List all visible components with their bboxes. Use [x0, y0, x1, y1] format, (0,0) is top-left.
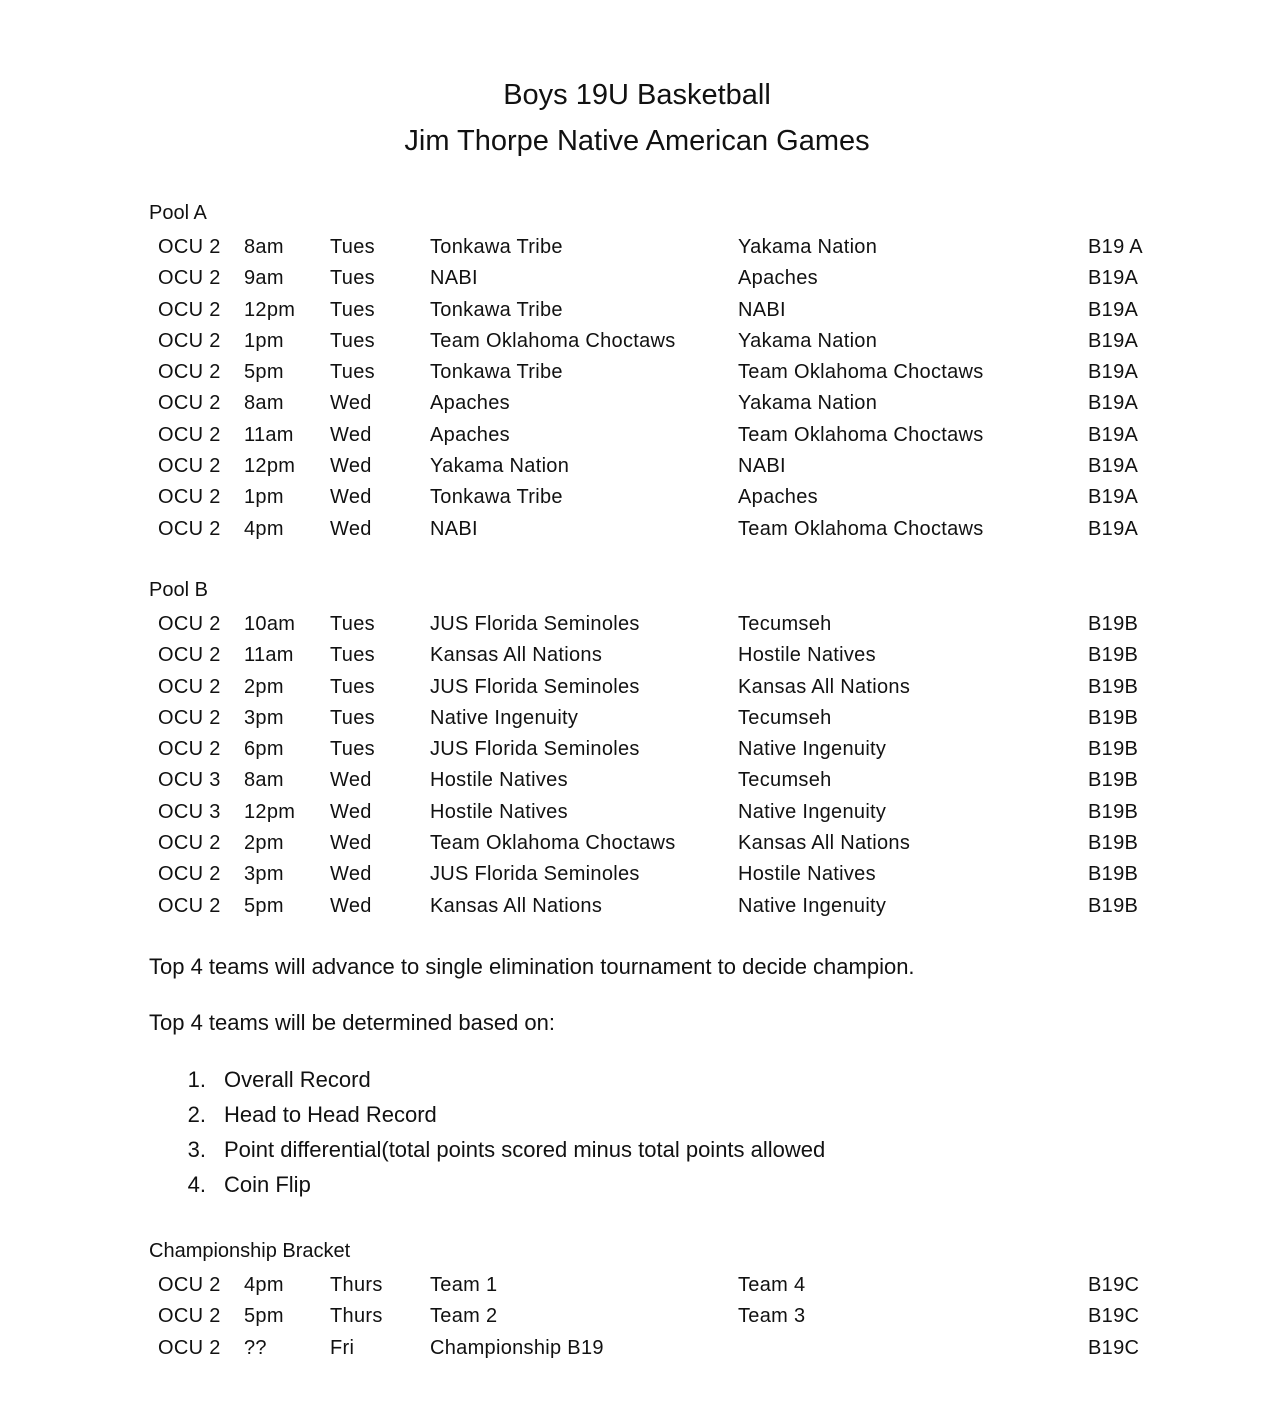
game-code: B19C	[1088, 1274, 1140, 1296]
game-row	[0, 734, 1274, 765]
game-home-team: Team 1	[430, 1274, 498, 1296]
game-home-team: JUS Florida Seminoles	[430, 675, 640, 698]
game-row	[0, 828, 1274, 859]
game-day: Tues	[330, 236, 375, 258]
game-row	[0, 232, 1274, 263]
game-row	[0, 514, 1274, 545]
game-away-team: NABI	[738, 298, 786, 321]
game-away-team: Team Oklahoma Choctaws	[738, 423, 984, 446]
game-home-team: NABI	[430, 517, 478, 540]
criteria-text: Point differential(total points scored minus total points allowed	[224, 1137, 826, 1162]
game-away-team: Yakama Nation	[738, 329, 878, 352]
game-away-team: Hostile Natives	[738, 863, 876, 886]
game-day: Tues	[330, 738, 375, 761]
game-away-team: Native Ingenuity	[738, 800, 887, 823]
game-venue: OCU 2	[158, 738, 221, 761]
game-day: Wed	[330, 832, 372, 855]
game-day: Tues	[330, 329, 375, 352]
game-code: B19B	[1088, 800, 1139, 823]
game-day: Wed	[330, 392, 372, 415]
game-time: 10am	[244, 613, 296, 635]
game-code: B19A	[1088, 486, 1139, 509]
game-day: Wed	[330, 800, 372, 823]
game-time: 2pm	[244, 675, 284, 698]
game-time: 1pm	[244, 329, 284, 352]
game-home-team: Team 2	[430, 1305, 498, 1328]
game-away-team: Team 4	[738, 1274, 806, 1296]
game-home-team: Tonkawa Tribe	[430, 361, 563, 384]
game-away-team: Yakama Nation	[738, 236, 878, 258]
game-day: Tues	[330, 361, 375, 384]
game-home-team: Tonkawa Tribe	[430, 236, 563, 258]
game-venue: OCU 2	[158, 361, 221, 384]
game-away-team: Tecumseh	[738, 613, 832, 635]
game-row	[0, 482, 1274, 513]
criteria-text: Coin Flip	[224, 1172, 311, 1197]
game-day: Tues	[330, 613, 375, 635]
game-row	[0, 672, 1274, 703]
game-time: 1pm	[244, 486, 284, 509]
game-row	[0, 1333, 1274, 1364]
advance-note: Top 4 teams will advance to single elimination tournament to decide champion.	[149, 954, 915, 979]
game-row	[0, 357, 1274, 388]
game-row	[0, 765, 1274, 796]
game-away-team: Team Oklahoma Choctaws	[738, 517, 984, 540]
game-away-team: Tecumseh	[738, 769, 832, 792]
game-code: B19B	[1088, 706, 1139, 729]
game-venue: OCU 2	[158, 894, 221, 917]
game-day: Tues	[330, 675, 375, 698]
game-code: B19A	[1088, 423, 1139, 446]
game-time: 4pm	[244, 1274, 284, 1296]
game-away-team: Hostile Natives	[738, 644, 876, 667]
game-venue: OCU 2	[158, 236, 221, 258]
game-away-team: Apaches	[738, 267, 818, 290]
game-time: 5pm	[244, 1305, 284, 1328]
game-venue: OCU 2	[158, 1274, 221, 1296]
game-code: B19B	[1088, 644, 1139, 667]
pool-a-schedule	[0, 232, 1274, 545]
game-code: B19A	[1088, 298, 1139, 321]
game-day: Tues	[330, 267, 375, 290]
game-row	[0, 263, 1274, 294]
game-away-team: NABI	[738, 455, 786, 478]
game-row	[0, 326, 1274, 357]
game-away-team: Yakama Nation	[738, 392, 878, 415]
game-away-team: Team 3	[738, 1305, 806, 1328]
game-row	[0, 797, 1274, 828]
game-time: 12pm	[244, 455, 296, 478]
game-code: B19B	[1088, 863, 1139, 886]
game-code: B19 A	[1088, 236, 1143, 258]
game-row	[0, 451, 1274, 482]
game-row	[0, 295, 1274, 326]
criteria-item	[0, 1062, 1274, 1097]
game-home-team: Team Oklahoma Choctaws	[430, 832, 676, 855]
game-code: B19A	[1088, 329, 1139, 352]
game-row	[0, 388, 1274, 419]
game-code: B19B	[1088, 769, 1139, 792]
game-venue: OCU 2	[158, 329, 221, 352]
game-code: B19B	[1088, 613, 1139, 635]
game-venue: OCU 2	[158, 675, 221, 698]
game-day: Tues	[330, 644, 375, 667]
game-home-team: Yakama Nation	[430, 455, 570, 478]
game-time: 4pm	[244, 517, 284, 540]
criteria-number: 3.	[187, 1137, 206, 1162]
document-title: Boys 19U Basketball	[503, 79, 771, 111]
game-home-team: Apaches	[430, 392, 510, 415]
game-away-team: Native Ingenuity	[738, 894, 887, 917]
game-venue: OCU 2	[158, 517, 221, 540]
game-time: 8am	[244, 236, 284, 258]
game-time: 5pm	[244, 894, 284, 917]
game-code: B19A	[1088, 455, 1139, 478]
game-time: 12pm	[244, 800, 296, 823]
game-day: Thurs	[330, 1305, 383, 1328]
game-code: B19C	[1088, 1336, 1140, 1359]
criteria-list	[0, 1062, 1274, 1202]
game-venue: OCU 2	[158, 1336, 221, 1359]
game-venue: OCU 2	[158, 706, 221, 729]
game-home-team: Championship B19	[430, 1336, 604, 1359]
game-venue: OCU 2	[158, 455, 221, 478]
game-code: B19A	[1088, 361, 1139, 384]
game-time: 3pm	[244, 706, 284, 729]
game-time: ??	[244, 1336, 267, 1359]
pool-b-schedule	[0, 609, 1274, 922]
game-code: B19B	[1088, 738, 1139, 761]
game-code: B19A	[1088, 517, 1139, 540]
game-venue: OCU 2	[158, 267, 221, 290]
game-code: B19B	[1088, 832, 1139, 855]
game-day: Wed	[330, 423, 372, 446]
game-time: 8am	[244, 769, 284, 792]
game-row	[0, 1301, 1274, 1332]
game-day: Wed	[330, 769, 372, 792]
game-day: Tues	[330, 706, 375, 729]
game-time: 6pm	[244, 738, 284, 761]
criteria-text: Head to Head Record	[224, 1102, 437, 1127]
game-day: Thurs	[330, 1274, 383, 1296]
game-away-team: Kansas All Nations	[738, 832, 911, 855]
game-venue: OCU 2	[158, 423, 221, 446]
game-home-team: Tonkawa Tribe	[430, 298, 563, 321]
game-away-team: Apaches	[738, 486, 818, 509]
game-home-team: Kansas All Nations	[430, 894, 603, 917]
game-venue: OCU 2	[158, 392, 221, 415]
game-away-team: Native Ingenuity	[738, 738, 887, 761]
game-away-team: Tecumseh	[738, 706, 832, 729]
game-day: Fri	[330, 1336, 355, 1359]
game-home-team: Hostile Natives	[430, 769, 568, 792]
game-row	[0, 891, 1274, 922]
bracket-schedule	[0, 1270, 1274, 1364]
game-code: B19A	[1088, 267, 1139, 290]
game-time: 11am	[244, 644, 294, 667]
game-row	[0, 420, 1274, 451]
game-venue: OCU 3	[158, 800, 221, 823]
game-away-team: Kansas All Nations	[738, 675, 911, 698]
game-day: Wed	[330, 517, 372, 540]
game-venue: OCU 2	[158, 486, 221, 509]
game-row	[0, 640, 1274, 671]
criteria-number: 4.	[187, 1172, 206, 1197]
criteria-number: 2.	[187, 1102, 206, 1127]
game-home-team: JUS Florida Seminoles	[430, 863, 640, 886]
game-row	[0, 609, 1274, 640]
game-home-team: Kansas All Nations	[430, 644, 603, 667]
game-home-team: Hostile Natives	[430, 800, 568, 823]
game-venue: OCU 2	[158, 613, 221, 635]
game-home-team: Apaches	[430, 423, 510, 446]
criteria-intro: Top 4 teams will be determined based on:	[149, 1010, 556, 1035]
game-home-team: NABI	[430, 267, 478, 290]
game-day: Tues	[330, 298, 375, 321]
game-code: B19B	[1088, 675, 1139, 698]
game-home-team: JUS Florida Seminoles	[430, 613, 640, 635]
game-away-team: Team Oklahoma Choctaws	[738, 361, 984, 384]
game-day: Wed	[330, 455, 372, 478]
criteria-text: Overall Record	[224, 1067, 371, 1092]
game-venue: OCU 2	[158, 1305, 221, 1328]
game-time: 3pm	[244, 863, 284, 886]
game-time: 12pm	[244, 298, 296, 321]
game-home-team: Team Oklahoma Choctaws	[430, 329, 676, 352]
game-time: 11am	[244, 423, 294, 446]
game-row	[0, 859, 1274, 890]
game-venue: OCU 3	[158, 769, 221, 792]
criteria-item	[0, 1097, 1274, 1132]
game-row	[0, 703, 1274, 734]
game-time: 5pm	[244, 361, 284, 384]
criteria-item	[0, 1167, 1274, 1202]
game-day: Wed	[330, 894, 372, 917]
criteria-item	[0, 1132, 1274, 1167]
document-subtitle: Jim Thorpe Native American Games	[404, 125, 870, 157]
game-time: 8am	[244, 392, 284, 415]
game-day: Wed	[330, 486, 372, 509]
game-home-team: Native Ingenuity	[430, 706, 579, 729]
pool-b-label: Pool B	[149, 579, 208, 601]
game-code: B19A	[1088, 392, 1139, 415]
game-venue: OCU 2	[158, 863, 221, 886]
game-day: Wed	[330, 863, 372, 886]
game-home-team: Tonkawa Tribe	[430, 486, 563, 509]
game-time: 9am	[244, 267, 284, 290]
pool-a-label: Pool A	[149, 202, 207, 224]
game-row	[0, 1270, 1274, 1301]
game-home-team: JUS Florida Seminoles	[430, 738, 640, 761]
game-code: B19B	[1088, 894, 1139, 917]
criteria-number: 1.	[187, 1067, 206, 1092]
game-venue: OCU 2	[158, 644, 221, 667]
game-venue: OCU 2	[158, 832, 221, 855]
bracket-label: Championship Bracket	[149, 1240, 351, 1262]
game-venue: OCU 2	[158, 298, 221, 321]
game-time: 2pm	[244, 832, 284, 855]
game-code: B19C	[1088, 1305, 1140, 1328]
